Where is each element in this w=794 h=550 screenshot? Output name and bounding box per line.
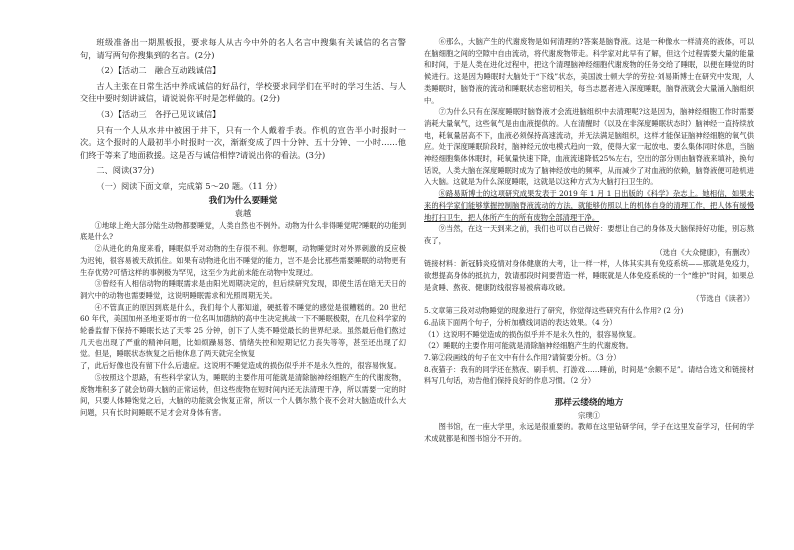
article-author: 袁越	[234, 208, 252, 219]
question-5: 5.文章第三段对动物睡觉的现象进行了研究，你觉得这些研究有什么作用? (2 分)	[424, 306, 684, 316]
article-paragraph-6: ⑥那么，大脑产生的代谢废物是如何清理的?答案是脑脊液。这是一种像水一样清亮的液体，可以在脑细胞之间的空隙中自由流动，将代谢废物带走。科学家对此早有了解，但这个过程需要大量的能量和时间，于是人类在进化过程中，把这个清理脑神经细胞代谢废物的任务交给了睡眠，以便在睡觉的时候进行。这是因为睡眠时大脑处于“下线”状态，美国波士顿大学的劳拉·刘易斯博士在研究中发现，人类睡眠时，脑脊液的流动和睡眠状态密切相关，每当志愿者进入深度睡眠，脑脊液就会大量涌入脑组织中。	[424, 37, 754, 105]
source-note-2: （节选自《读者》）	[691, 294, 754, 304]
article-paragraph-5: ⑤按照这个思路，有些科学家认为，睡眠的主要作用可能就是清除脑神经细胞产生的代谢废物，废物堆积多了就会妨碍大脑的正常运转，但这些废物在短时间内还无法清理干净，所以需要一定的时间，只要人体睡饱觉之后，大脑的功能就会恢复正常，所以一个人偶尔熬个夜不会对大脑造成什么大问题，只有长时间睡眠不足才会对身体有害。	[80, 372, 406, 417]
article-paragraph-4: ④不管真正的原因到底是什么，我们每个人都知道，硬抵着不睡觉的感觉是很糟糕的。20 世纪 60 年代，美国加州圣地亚哥市的一位名叫加德纳的高中生决定挑战一下不睡眠极限，在几位科学家的轮番监督下保持不睡眠长达了天零 25 分钟，创下了人类不睡觉最长的世界纪录。虽然最后他们熬过几天也出现了严重的精神问题，比如烦躁易怒、情绪失控和短期记忆力丧失等等，甚至还出现了幻觉。但是，睡眠状态恢复之后他休息了两天就完全恢复	[80, 302, 406, 359]
article-2-author: 宗璞①	[578, 410, 600, 420]
article-paragraph-3: ③曾经有人相信动物的睡眠需求是由阳光周期决定的，但后续研究发现，即使生活在暗无天日的洞穴中的动物也需要睡觉，这说明睡眠需求和光照周期无关。	[80, 279, 406, 300]
article-paragraph-8: ⑧路易斯博士的这项研究成果发表于 2019 年 1 月 1 日出版的《科学》杂志上。她相信，如果未来的科学家们能够掌握控制脑脊液流动的方法，就能够仿照以上的机体自身的清理工作，把人体有缓慢地打扫卫生，把人体所产生的所有废物全部清理干净。	[424, 189, 754, 222]
article-2-title: 那样云缕绕的地方	[554, 398, 624, 409]
article-paragraph-2: ②从进化的角度来看，睡眠似乎对动物的生存很不利。你想啊，动物睡觉时对外界刺激的反应极为迟钝，很容易被天敌抓住。如果有动物进化出不睡觉的能力，岂不是会比那些需要睡眠的动物更有生存优势?可惜这样的事例极为罕见，这至少为此前未能在动物中发现过。	[80, 244, 406, 277]
source-note-1: （选自《大众健康》，有删改）	[655, 247, 754, 257]
left-paragraph-1: 班级准备出一期黑板报，要求每人从古今中外的名人名言中搜集有关诚信的名言警句，请写两句你搜集到的名言。(2分)	[80, 37, 406, 60]
article-2-paragraph-1: 图书馆，在一座大学里，永远是很重要的。教师在这里钻研学问，学子在这里发奋学习，任何的学术成就都是和图书馆分不开的。	[424, 422, 754, 444]
right-column	[424, 36, 754, 445]
left-paragraph-3: 只有一个人从水井中被困于井下，只有一个人戴着手表。作机的宣告半小时报时一次。这个报时的人最初半小时报时一次，渐渐变成了四十分钟、五十分钟、一小时……他们终于等来了地面救援。这是否与诚信相悖?请说出你的看法。(3分)	[80, 124, 406, 160]
link-material: 链接材料：新冠肺炎疫情对身体健康的大考，让一样一样，人体其实具有免疫系统——那就是免疫力，欲想提高身体的抵抗力，敦请那段时间要营造一样，睡眠就是人体免疫系统的一个“维护”时间，如果总是贪睡、熬夜、健康防线很容易被病毒攻破。	[424, 259, 754, 292]
left-column	[80, 36, 406, 419]
question-7: 7.第②段画线的句子在文中有什么作用?请简要分析。（3 分）	[424, 352, 621, 362]
article-paragraph-4-cont: 了，此后好像也没有留下什么后遗症。这说明不睡觉造成的损伤似乎并不是永久性的，很容易恢复。	[80, 361, 402, 371]
question-8: 8.夜猫子：我有的同学还在熬夜、刷手机、打游戏……睡前，时间是“余额不足”。请结合选文和链接材料写几句话，劝告他们保持良好的作息习惯。（2 分）	[424, 364, 754, 386]
left-paragraph-2: 古人主张在日常生活中养成诚信的好品行，学校要求同学们在平时的学习生活、与人交往中要时刻讲诚信，请说说你平时是怎样做的。(2分)	[80, 80, 406, 104]
question-6-sentence-2: （2）睡眠的主要作用可能就是清除脑神经细胞产生的代谢废物。	[424, 341, 633, 351]
article-paragraph-9: ⑨当然，在这一天到来之前，我们也可以自己做好：要想让自己的身体及大脑保持好功能，别忘熬夜了，	[424, 224, 754, 245]
article-paragraph-1: ①地球上绝大部分陆生动物都要睡觉，人类自然也不例外。动物为什么非得睡觉呢?睡眠的功能到底是什么?	[80, 220, 406, 242]
reading-section-heading: 二、阅读(37分)	[96, 165, 155, 176]
activity-2-heading: （2）【活动二 融合互动践诚信】	[96, 65, 221, 76]
article-paragraph-7: ⑦为什么只有在深度睡眠时脑脊液才会流进脑组织中去清理呢?这是因为，脑神经细胞工作时需要消耗大量氧气，这些氧气是由血液提供的。人在清醒时（以及在非深度睡眠状态时）脑神经一直持续放电，耗氧量居高不下，血液必须保持高速流动，并无法满足脑组织，这样才能保证脑神经细胞的氧气供应。处于深度睡眠阶段时，脑神经元放电模式趋向一致，使得大家一起放电、要么集体同时休息，当脑神经细胞集体休眠时，耗氧量快速下降，血液流速降低25%左右，空出的部分则由脑脊液来填补，换句话说，人类大脑在深度睡眠时成为了脑神经放电的频率，从而减少了对血液的依赖，脑脊液便可趁机进入大脑。这就是为什么深度睡眠，这就是以这种方式为大脑打扫卫生的。	[424, 107, 754, 187]
question-6-sentence-1: （1）这说明不睡觉造成的损伤似乎并不是永久性的，很容易恢复。	[424, 329, 641, 339]
article-title: 我们为什么要睡觉	[208, 195, 278, 206]
question-6: 6.品读下面两个句子，分析加横线词语的表达效果。（4 分）	[424, 317, 617, 327]
reading-subsection-heading: （一）阅读下面文章，完成第 5～20 题。（11 分）	[96, 180, 282, 191]
activity-3-heading: （3）【活动三 各抒己见议诚信】	[96, 108, 221, 119]
